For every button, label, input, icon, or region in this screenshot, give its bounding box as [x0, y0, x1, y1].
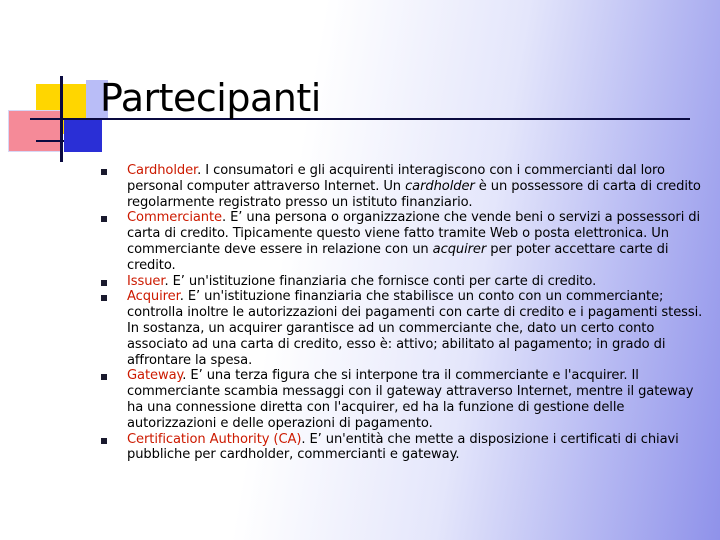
- bullet-term: Acquirer: [127, 289, 180, 305]
- bullet-square-icon: [101, 216, 107, 222]
- bullet-text: . I consumatori e gli acquirenti interagiscono con i commercianti dal loro personal computer attraverso Internet. Un: [127, 163, 665, 194]
- logo-short-line: [36, 140, 64, 142]
- logo-graphic: [0, 0, 110, 170]
- bullet-text-italic: cardholder: [405, 178, 475, 194]
- bullet-text: è un possessore di carta di credito regolarmente registrato presso un istituto finanziario.: [127, 178, 701, 210]
- bullet-list: [100, 163, 705, 463]
- bullet-item: [100, 368, 705, 431]
- slide-title: Partecipanti: [100, 76, 321, 120]
- bullet-text: . E’ un'entità che mette a disposizione i certificati di chiavi pubbliche per cardholder, commercianti e gateway.: [127, 431, 679, 463]
- bullet-term: Cardholder: [127, 163, 198, 178]
- logo-pink-square: [8, 110, 62, 152]
- bullet-square-icon: [101, 280, 107, 286]
- bullet-text: . E’ un'istituzione finanziaria che stabilisce un conto con un commerciante; controlla inoltre le autorizzazioni dei pagamenti con carte di credito e i pagamenti stessi. In sostanza, un acquirer garantisce ad un commerciante che, dato un certo conto associato ad una carta di credito, esso è: attivo; abilitato al pagamento; in grado di affrontare la spesa.: [127, 289, 703, 368]
- bullet-square-icon: [101, 438, 107, 444]
- bullet-item: [100, 289, 705, 368]
- bullet-text-italic: acquirer: [432, 241, 487, 257]
- bullet-square-icon: [101, 169, 107, 175]
- bullet-square-icon: [101, 295, 107, 301]
- bullet-term: Issuer: [127, 273, 165, 289]
- logo-blue-square: [64, 118, 102, 152]
- bullet-text: . E’ una terza figura che si interpone tra il commerciante e l'acquirer. Il commerciante scambia messaggi con il gateway attraverso Internet, mentre il gateway ha una connessione diretta con l'acquirer, ed ha la funzione di gestione delle autorizzazioni e delle operazioni di pagamento.: [127, 368, 694, 431]
- bullet-text: . E’ una persona o organizzazione che vende beni o servizi a possessori di carta di credito. Tipicamente questo viene fatto tramite Web o posta elettronica. Un commerciante deve essere in relazione con un: [127, 210, 701, 257]
- bullet-item: [100, 274, 705, 290]
- bullet-item: [100, 432, 705, 464]
- bullet-text: . E’ un'istituzione finanziaria che fornisce conti per carte di credito.: [164, 273, 597, 289]
- bullet-term: Certification Authority (CA): [127, 431, 302, 447]
- bullet-text: per poter accettare carte di credito.: [127, 241, 669, 273]
- bullet-term: Gateway: [127, 368, 183, 384]
- bullet-term: Commerciante: [127, 210, 222, 226]
- bullet-item: [100, 163, 705, 210]
- bullet-square-icon: [101, 374, 107, 380]
- bullet-item: [100, 210, 705, 273]
